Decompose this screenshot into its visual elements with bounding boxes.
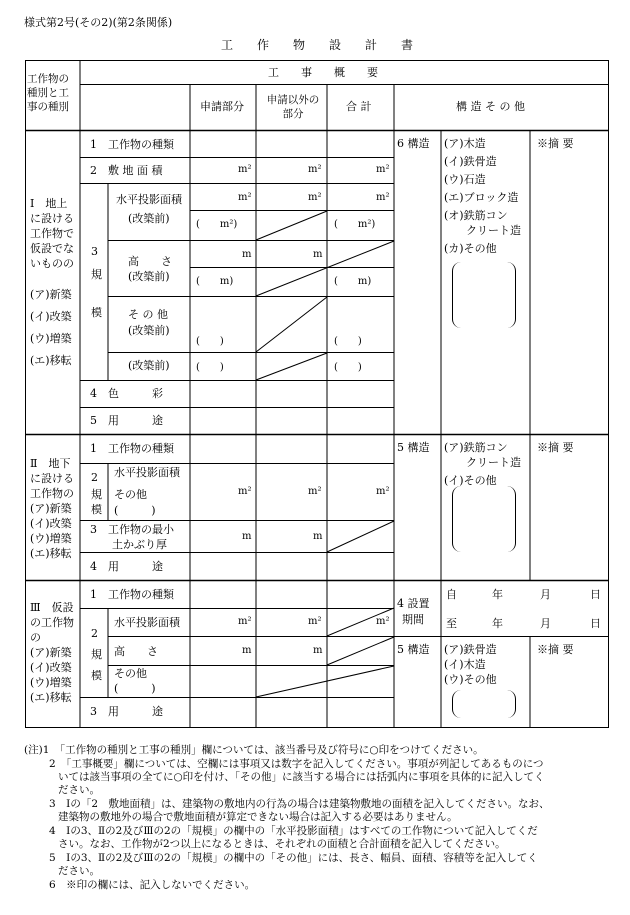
header-structure: 構 造 そ の 他 [456, 100, 525, 113]
s2-row1: 1 工作物の種類 [90, 442, 174, 455]
s1-row1: 1 工作物の種類 [90, 138, 174, 151]
s3-scale-1: 規 [91, 648, 102, 661]
s3-other: その他 [114, 667, 147, 680]
s1-area: 水平投影面積 [116, 193, 182, 206]
s1-other-sub: (改築前) [128, 324, 170, 337]
s1-row4: 4 色 彩 [90, 387, 163, 400]
s3-period-no: 4 設置 [397, 597, 430, 610]
s3-scale-no: 2 [91, 627, 98, 640]
header-type: 工作物の種別と工事の種別 [27, 73, 69, 113]
s3-area: 水平投影面積 [114, 616, 180, 629]
header-overview: 工 事 概 要 [268, 66, 378, 79]
s1-area-sub: (改築前) [128, 212, 170, 225]
s1-height: 高 さ [128, 255, 172, 268]
s2-scale-1: 規 [91, 488, 102, 501]
s3-row1: 1 工作物の種類 [90, 588, 174, 601]
header-other: 申請以外の部分 [266, 94, 320, 120]
s1-other-sub2: (改築前) [128, 359, 170, 372]
s1-other: そ の 他 [128, 308, 168, 321]
s2-scale-2: 模 [91, 503, 102, 516]
s1-scale-1: 規 [91, 268, 102, 281]
s1-scale-no: 3 [91, 245, 98, 258]
s3-remarks: ※摘 要 [537, 643, 574, 656]
form-title: 工 作 物 設 計 書 [221, 38, 414, 52]
s2-remarks: ※摘 要 [537, 441, 574, 454]
s2-row3b: 土かぶり厚 [112, 538, 167, 551]
bracket-1 [452, 262, 516, 328]
s1-struct-no: 6 構造 [397, 137, 430, 150]
s3-period: 期間 [402, 613, 424, 626]
s3-struct-no: 5 構造 [397, 643, 430, 656]
s2-scale-no: 2 [91, 471, 98, 484]
s2-row3a: 3 工作物の最小 [90, 523, 174, 536]
s1-row2: 2 敷 地 面 積 [90, 164, 163, 177]
header-applied: 申請部分 [200, 100, 244, 113]
s1-scale-2: 模 [91, 306, 102, 319]
s3-row3: 3 用 途 [90, 705, 163, 718]
s3-height: 高 さ [114, 645, 158, 658]
s2-paren: ( ) [114, 504, 156, 517]
s3-paren: ( ) [114, 682, 156, 695]
s2-area: 水平投影面積 [114, 466, 180, 479]
s1-row5: 5 用 途 [90, 414, 163, 427]
s2-struct-no: 5 構造 [397, 441, 430, 454]
bracket-3 [452, 690, 516, 718]
header-total: 合 計 [346, 100, 372, 113]
s1-remarks: ※摘 要 [537, 137, 574, 150]
s3-scale-2: 模 [91, 669, 102, 682]
s1-height-sub: (改築前) [128, 270, 170, 283]
bracket-2 [452, 486, 516, 552]
s2-other: その他 [114, 488, 147, 501]
s2-row4: 4 用 途 [90, 560, 163, 573]
form-number: 様式第2号(その2)(第2条関係) [24, 16, 173, 29]
